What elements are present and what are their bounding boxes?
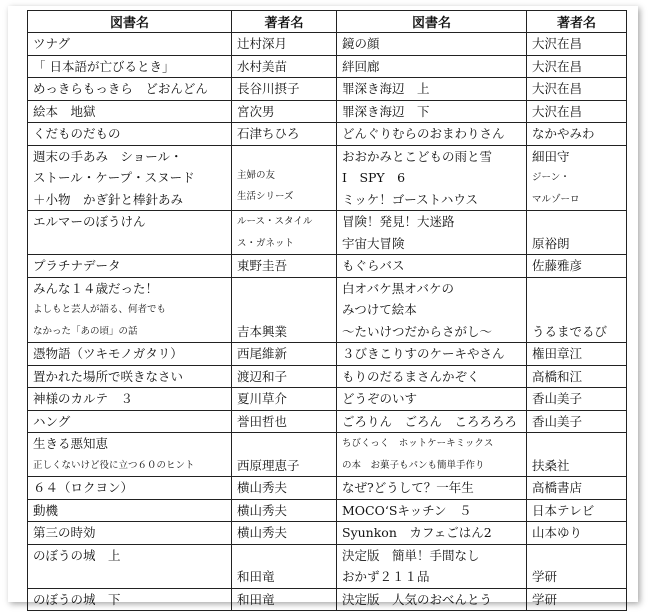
title-cell: MOCO‘Sキッチン ５	[337, 499, 527, 522]
title-cell: 第三の時効	[28, 522, 232, 545]
author-cell: 山本ゆり	[527, 522, 627, 545]
author-cell: 辻村深月	[232, 33, 337, 56]
title-cell: 白オバケ黒オバケの みつけて絵本 ～たいけつだからさがし～	[337, 277, 527, 343]
author-cell: 大沢在昌	[527, 100, 627, 123]
author-cell: 高橋書店	[527, 477, 627, 500]
title-cell: ハング	[28, 410, 232, 433]
author-cell: 香山美子	[527, 388, 627, 411]
table-row	[28, 365, 627, 388]
table-row	[28, 410, 627, 433]
title-cell: 動機	[28, 499, 232, 522]
author-cell: 佐藤雅彦	[527, 255, 627, 278]
title-cell: どうぞのいす	[337, 388, 527, 411]
author-cell: 扶桑社	[527, 433, 627, 477]
title-cell: なぜ?どうして？一年生	[337, 477, 527, 500]
title-cell: 週末の手あみ ショール・ ストール・ケープ・スヌード ＋小物 かぎ針と棒針あみ	[28, 145, 232, 211]
title-cell: 絆回廊	[337, 55, 527, 78]
title-cell: おおかみとこどもの雨と雪 I SPY 6 ミッケ！ゴーストハウス	[337, 145, 527, 211]
author-cell: 大沢在昌	[527, 55, 627, 78]
table-row	[28, 588, 627, 611]
table-row	[28, 522, 627, 545]
author-cell: 原裕朗	[527, 211, 627, 255]
title-cell: ３びきこりすのケーキやさん	[337, 343, 527, 366]
table-row	[28, 33, 627, 56]
author-cell: 主婦の友 生活シリーズ	[232, 145, 337, 211]
table-row	[28, 123, 627, 146]
title-cell: ツナグ	[28, 33, 232, 56]
author-cell: 横山秀夫	[232, 477, 337, 500]
table-row	[28, 433, 627, 477]
author-cell: 和田竜	[232, 588, 337, 611]
table-row	[28, 388, 627, 411]
header-row	[28, 11, 627, 33]
author-cell: 渡辺和子	[232, 365, 337, 388]
author-cell: 大沢在昌	[527, 33, 627, 56]
author-cell: 西原理恵子	[232, 433, 337, 477]
author-cell: 学研	[527, 544, 627, 588]
author-cell: 香山美子	[527, 410, 627, 433]
title-cell: 憑物語（ツキモノガタリ）	[28, 343, 232, 366]
author-cell: 横山秀夫	[232, 499, 337, 522]
title-cell: のぼうの城 下	[28, 588, 232, 611]
title-cell: 冒険！発見！大迷路 宇宙大冒険	[337, 211, 527, 255]
author-cell: 長谷川摂子	[232, 78, 337, 101]
author-cell: なかやみわ	[527, 123, 627, 146]
title-cell: 置かれた場所で咲きなさい	[28, 365, 232, 388]
title-cell: エルマーのぼうけん	[28, 211, 232, 255]
table-row	[28, 145, 627, 211]
author-cell: ルース・スタイル ス・ガネット	[232, 211, 337, 255]
title-cell: プラチナデータ	[28, 255, 232, 278]
author-cell: 細田守 ジーン・ マルゾーロ	[527, 145, 627, 211]
table-row	[28, 100, 627, 123]
table-row	[28, 477, 627, 500]
header-author-left: 著者名	[232, 11, 337, 33]
title-cell: 神様のカルテ ３	[28, 388, 232, 411]
title-cell: ごろりん ごろん ころろろろ	[337, 410, 527, 433]
title-cell: Syunkon カフェごはん2	[337, 522, 527, 545]
author-cell: 石津ちひろ	[232, 123, 337, 146]
title-cell: くだものだもの	[28, 123, 232, 146]
author-cell: 宮次男	[232, 100, 337, 123]
header-title-right: 図書名	[337, 11, 527, 33]
title-cell: のぼうの城 上	[28, 544, 232, 588]
author-cell: 西尾維新	[232, 343, 337, 366]
title-cell: 罪深き海辺 上	[337, 78, 527, 101]
table-row	[28, 277, 627, 343]
title-cell: ちびくっく ホットケーキミックス の本 お菓子もパンも簡単手作り	[337, 433, 527, 477]
table-row	[28, 499, 627, 522]
title-cell: 決定版 簡単！手間なし おかず２１１品	[337, 544, 527, 588]
title-cell: 「 日本語が亡びるとき」	[28, 55, 232, 78]
title-cell: 生きる悪知恵 正しくないけど役に立つ６０のヒント	[28, 433, 232, 477]
book-list-table	[27, 10, 627, 611]
author-cell: 横山秀夫	[232, 522, 337, 545]
title-cell: 罪深き海辺 下	[337, 100, 527, 123]
title-cell: もぐらバス	[337, 255, 527, 278]
author-cell: 東野圭吾	[232, 255, 337, 278]
author-cell: 吉本興業	[232, 277, 337, 343]
title-cell: 鏡の顔	[337, 33, 527, 56]
title-cell: ６４（ロクヨン）	[28, 477, 232, 500]
table-row	[28, 211, 627, 255]
title-cell: めっきらもっきら どおんどん	[28, 78, 232, 101]
title-cell: 絵本 地獄	[28, 100, 232, 123]
table-row	[28, 255, 627, 278]
table-row	[28, 78, 627, 101]
table-row	[28, 544, 627, 588]
header-title-left: 図書名	[28, 11, 232, 33]
author-cell: 学研	[527, 588, 627, 611]
author-cell: 夏川草介	[232, 388, 337, 411]
title-cell: みんな１４歳だった！ よしもと芸人が語る、何者でも なかった「あの頃」の話	[28, 277, 232, 343]
author-cell: 高橋和江	[527, 365, 627, 388]
author-cell: 大沢在昌	[527, 78, 627, 101]
table-row	[28, 343, 627, 366]
author-cell: 誉田哲也	[232, 410, 337, 433]
author-cell: 和田竜	[232, 544, 337, 588]
table-row	[28, 55, 627, 78]
title-cell: もりのだるまさんかぞく	[337, 365, 527, 388]
author-cell: 日本テレビ	[527, 499, 627, 522]
author-cell: 権田章江	[527, 343, 627, 366]
title-cell: どんぐりむらのおまわりさん	[337, 123, 527, 146]
author-cell: 水村美苗	[232, 55, 337, 78]
author-cell: うるまでるび	[527, 277, 627, 343]
title-cell: 決定版 人気のおべんとう	[337, 588, 527, 611]
header-author-right: 著者名	[527, 11, 627, 33]
